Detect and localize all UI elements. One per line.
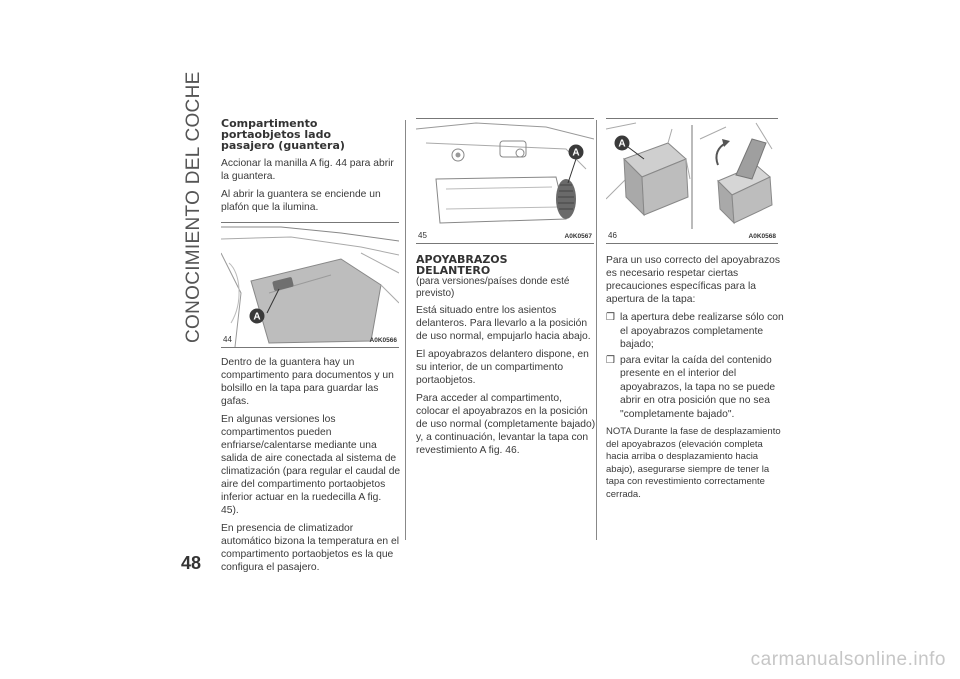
- callout-a-label: A: [572, 147, 580, 159]
- figure-code: A0K0568: [748, 233, 776, 240]
- list-item: ❒ la apertura debe realizarse sólo con el apoyabrazos completamente bajado;: [606, 312, 784, 350]
- paragraph: En presencia de climatizador automático bizona la temperatura en el compartimento portaobjetos es la que configura el pasajero.: [221, 523, 400, 573]
- paragraph: Para un uso correcto del apoyabrazos es necesario respetar ciertas precauciones específicas para la apertura de la tapa:: [606, 255, 781, 305]
- paragraph: En algunas versiones los compartimentos pueden enfriarse/calentarse mediante una salida de aire conectada al sistema de climatización (para regular el caudal de aire del compartimento portaobjetos inferior actuar en la ruedecilla A fig. 45).: [221, 414, 401, 516]
- paragraph: Para acceder al compartimento, colocar el apoyabrazos en la posición de uso normal (completamente bajado) y, a continuación, levantar la tapa con revestimiento A fig. 46.: [416, 393, 596, 456]
- callout-a-label: A: [618, 138, 626, 150]
- paragraph: Al abrir la guantera se enciende un plafón que la ilumina.: [221, 189, 381, 213]
- note-paragraph: NOTA Durante la fase de desplazamiento del apoyabrazos (elevación completa hacia arriba o desplazamiento hacia abajo), asegurarse siempre de tener la tapa con revestimiento correctamente cerrada.: [606, 426, 781, 500]
- page-number: 48: [181, 553, 202, 573]
- glovebox-illustration: [221, 223, 399, 347]
- watermark: carmanualsonline.info: [750, 649, 946, 670]
- column-armrest: [416, 118, 596, 462]
- figure-code: A0K0567: [564, 233, 592, 240]
- figure-code: A0K0566: [369, 337, 397, 344]
- figure-number: 45: [418, 231, 427, 240]
- column-glovebox: [221, 118, 401, 579]
- paragraph: Dentro de la guantera hay un compartimento para documentos y un bolsillo en la tapa para guardar las gafas.: [221, 357, 394, 407]
- precautions-list: [606, 311, 786, 421]
- figure-46: [606, 118, 778, 244]
- paragraph: Accionar la manilla A fig. 44 para abrir la guantera.: [221, 158, 394, 182]
- section-title-text: CONOCIMIENTO DEL COCHE: [183, 71, 204, 343]
- figure-45: [416, 118, 594, 244]
- air-vent-illustration: [416, 119, 594, 243]
- list-item: ❒ para evitar la caída del contenido presente en el interior del apoyabrazos, la tapa no se puede abrir en otra posición que no sea "completamente bajado".: [606, 354, 776, 420]
- checkbox-bullet-icon: ❒: [606, 354, 615, 366]
- section-title: [183, 71, 209, 343]
- armrest-subheading: (para versiones/países donde esté previsto): [416, 276, 570, 299]
- glovebox-heading: Compartimento portaobjetos lado pasajero (guantera): [221, 117, 345, 152]
- figure-number: 44: [223, 335, 232, 344]
- column-divider: [405, 120, 406, 540]
- paragraph: Está situado entre los asientos delanteros. Para llevarlo a la posición de uso normal, empujarlo hacia abajo.: [416, 305, 591, 342]
- paragraph: El apoyabrazos delantero dispone, en su interior, de un compartimento portaobjetos.: [416, 349, 589, 386]
- armrest-heading: APOYABRAZOS DELANTERO: [416, 253, 508, 277]
- figure-number: 46: [608, 231, 617, 240]
- checkbox-bullet-icon: ❒: [606, 312, 615, 323]
- figure-44: [221, 222, 399, 348]
- armrest-illustration: [606, 119, 778, 243]
- column-armrest-precautions: [606, 118, 786, 501]
- column-divider: [596, 120, 597, 540]
- callout-a-label: A: [253, 311, 261, 323]
